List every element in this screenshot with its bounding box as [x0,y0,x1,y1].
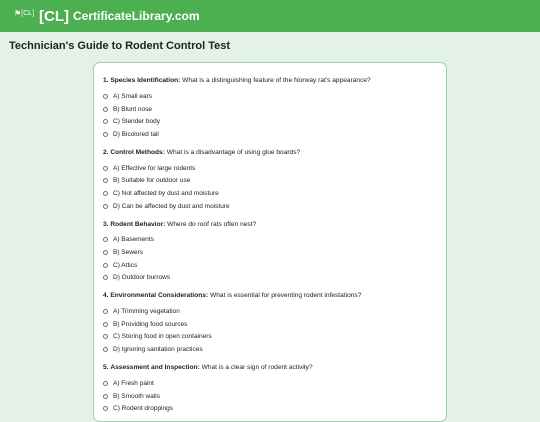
question-prompt: What is a disadvantage of using glue boards? [166,148,301,156]
answer-option[interactable] [103,259,437,272]
radio-button[interactable] [103,381,108,386]
answer-option-label: B) Blunt nose [113,105,153,113]
question-block [103,220,437,285]
logo-alt-text: [CL] [21,9,35,17]
brand-code: [CL] [39,7,70,25]
answer-option[interactable] [103,115,437,128]
question-prompt: What is a distinguishing feature of the Norway rat's appearance? [182,77,371,84]
question-number: 5. [103,364,109,371]
answer-option[interactable] [103,390,437,403]
answer-option[interactable] [103,162,437,175]
answer-option-label: A) Trimming vegetation [113,308,180,316]
answer-option[interactable] [103,187,437,200]
radio-button[interactable] [103,178,108,183]
radio-button[interactable] [103,322,108,327]
answer-option[interactable] [103,272,437,285]
page-title: Technician's Guide to Rodent Control Test [9,40,230,52]
site-brand-link[interactable] [39,8,200,25]
question-text [103,363,437,372]
answer-option[interactable] [103,103,437,116]
answer-option-label: C) Rodent droppings [113,405,173,413]
answer-option-label: B) Providing food sources [113,320,188,328]
answer-option-label: B) Suitable for outdoor use [113,177,191,185]
answer-option-label: A) Fresh paint [113,379,154,387]
question-text [103,148,437,157]
question-number: 3. [103,220,109,228]
answer-option[interactable] [103,318,437,331]
answer-option[interactable] [103,331,437,344]
answer-option-label: A) Effective for large rodents [113,164,196,172]
question-prompt: Where do roof rats often nest? [167,220,257,228]
question-prompt: What is a clear sign of rodent activity? [201,364,313,371]
radio-button[interactable] [103,237,108,242]
answer-option-label: B) Smooth walls [113,392,160,400]
brand-name: CertificateLibrary.com [73,9,200,23]
radio-button[interactable] [103,191,108,196]
logo-image[interactable] [14,9,34,18]
answer-option-label: B) Sewers [113,249,143,257]
radio-button[interactable] [103,275,108,280]
question-prompt: What is essential for preventing rodent infestations? [210,292,362,300]
radio-button[interactable] [103,166,108,171]
question-number: 1. [103,77,109,84]
radio-button[interactable] [103,204,108,209]
answer-option-label: C) Slender body [113,118,160,126]
radio-button[interactable] [103,406,108,411]
answer-option[interactable] [103,377,437,390]
answer-option[interactable] [103,234,437,247]
answer-option-label: D) Ignoring sanitation practices [113,346,203,354]
question-block [103,291,437,356]
radio-button[interactable] [103,94,108,99]
site-header [0,0,540,32]
radio-button[interactable] [103,347,108,352]
radio-button[interactable] [103,334,108,339]
question-number: 2. [103,148,109,156]
answer-option[interactable] [103,128,437,141]
question-category: Species Identification: [110,77,181,84]
answer-option[interactable] [103,343,437,356]
question-category: Control Methods: [110,148,165,156]
radio-button[interactable] [103,394,108,399]
question-text [103,220,437,229]
question-text [103,291,437,300]
answer-option[interactable] [103,246,437,259]
question-list [103,76,437,415]
quiz-card [93,62,447,422]
question-category: Environmental Considerations: [110,292,209,300]
question-category: Assessment and Inspection: [110,364,200,371]
answer-option-label: D) Bicolored tail [113,130,159,138]
answer-option[interactable] [103,200,437,213]
radio-button[interactable] [103,119,108,124]
answer-option-label: A) Small ears [113,92,153,100]
answer-option-label: C) Storing food in open containers [113,333,212,341]
answer-option[interactable] [103,90,437,103]
question-category: Rodent Behavior: [110,220,166,228]
radio-button[interactable] [103,263,108,268]
answer-option-label: C) Not affected by dust and moisture [113,189,219,197]
answer-option[interactable] [103,305,437,318]
question-block [103,363,437,415]
answer-option-label: A) Basements [113,236,154,244]
question-text [103,76,437,85]
question-block [103,148,437,213]
image-icon: ⚑ [14,8,22,18]
radio-button[interactable] [103,107,108,112]
answer-option[interactable] [103,174,437,187]
radio-button[interactable] [103,132,108,137]
answer-option-label: D) Outdoor burrows [113,274,171,282]
answer-option-label: C) Attics [113,261,138,269]
answer-option-label: D) Can be affected by dust and moisture [113,202,230,210]
question-number: 4. [103,292,109,300]
radio-button[interactable] [103,250,108,255]
radio-button[interactable] [103,309,108,314]
answer-option[interactable] [103,402,437,415]
question-block [103,76,437,141]
